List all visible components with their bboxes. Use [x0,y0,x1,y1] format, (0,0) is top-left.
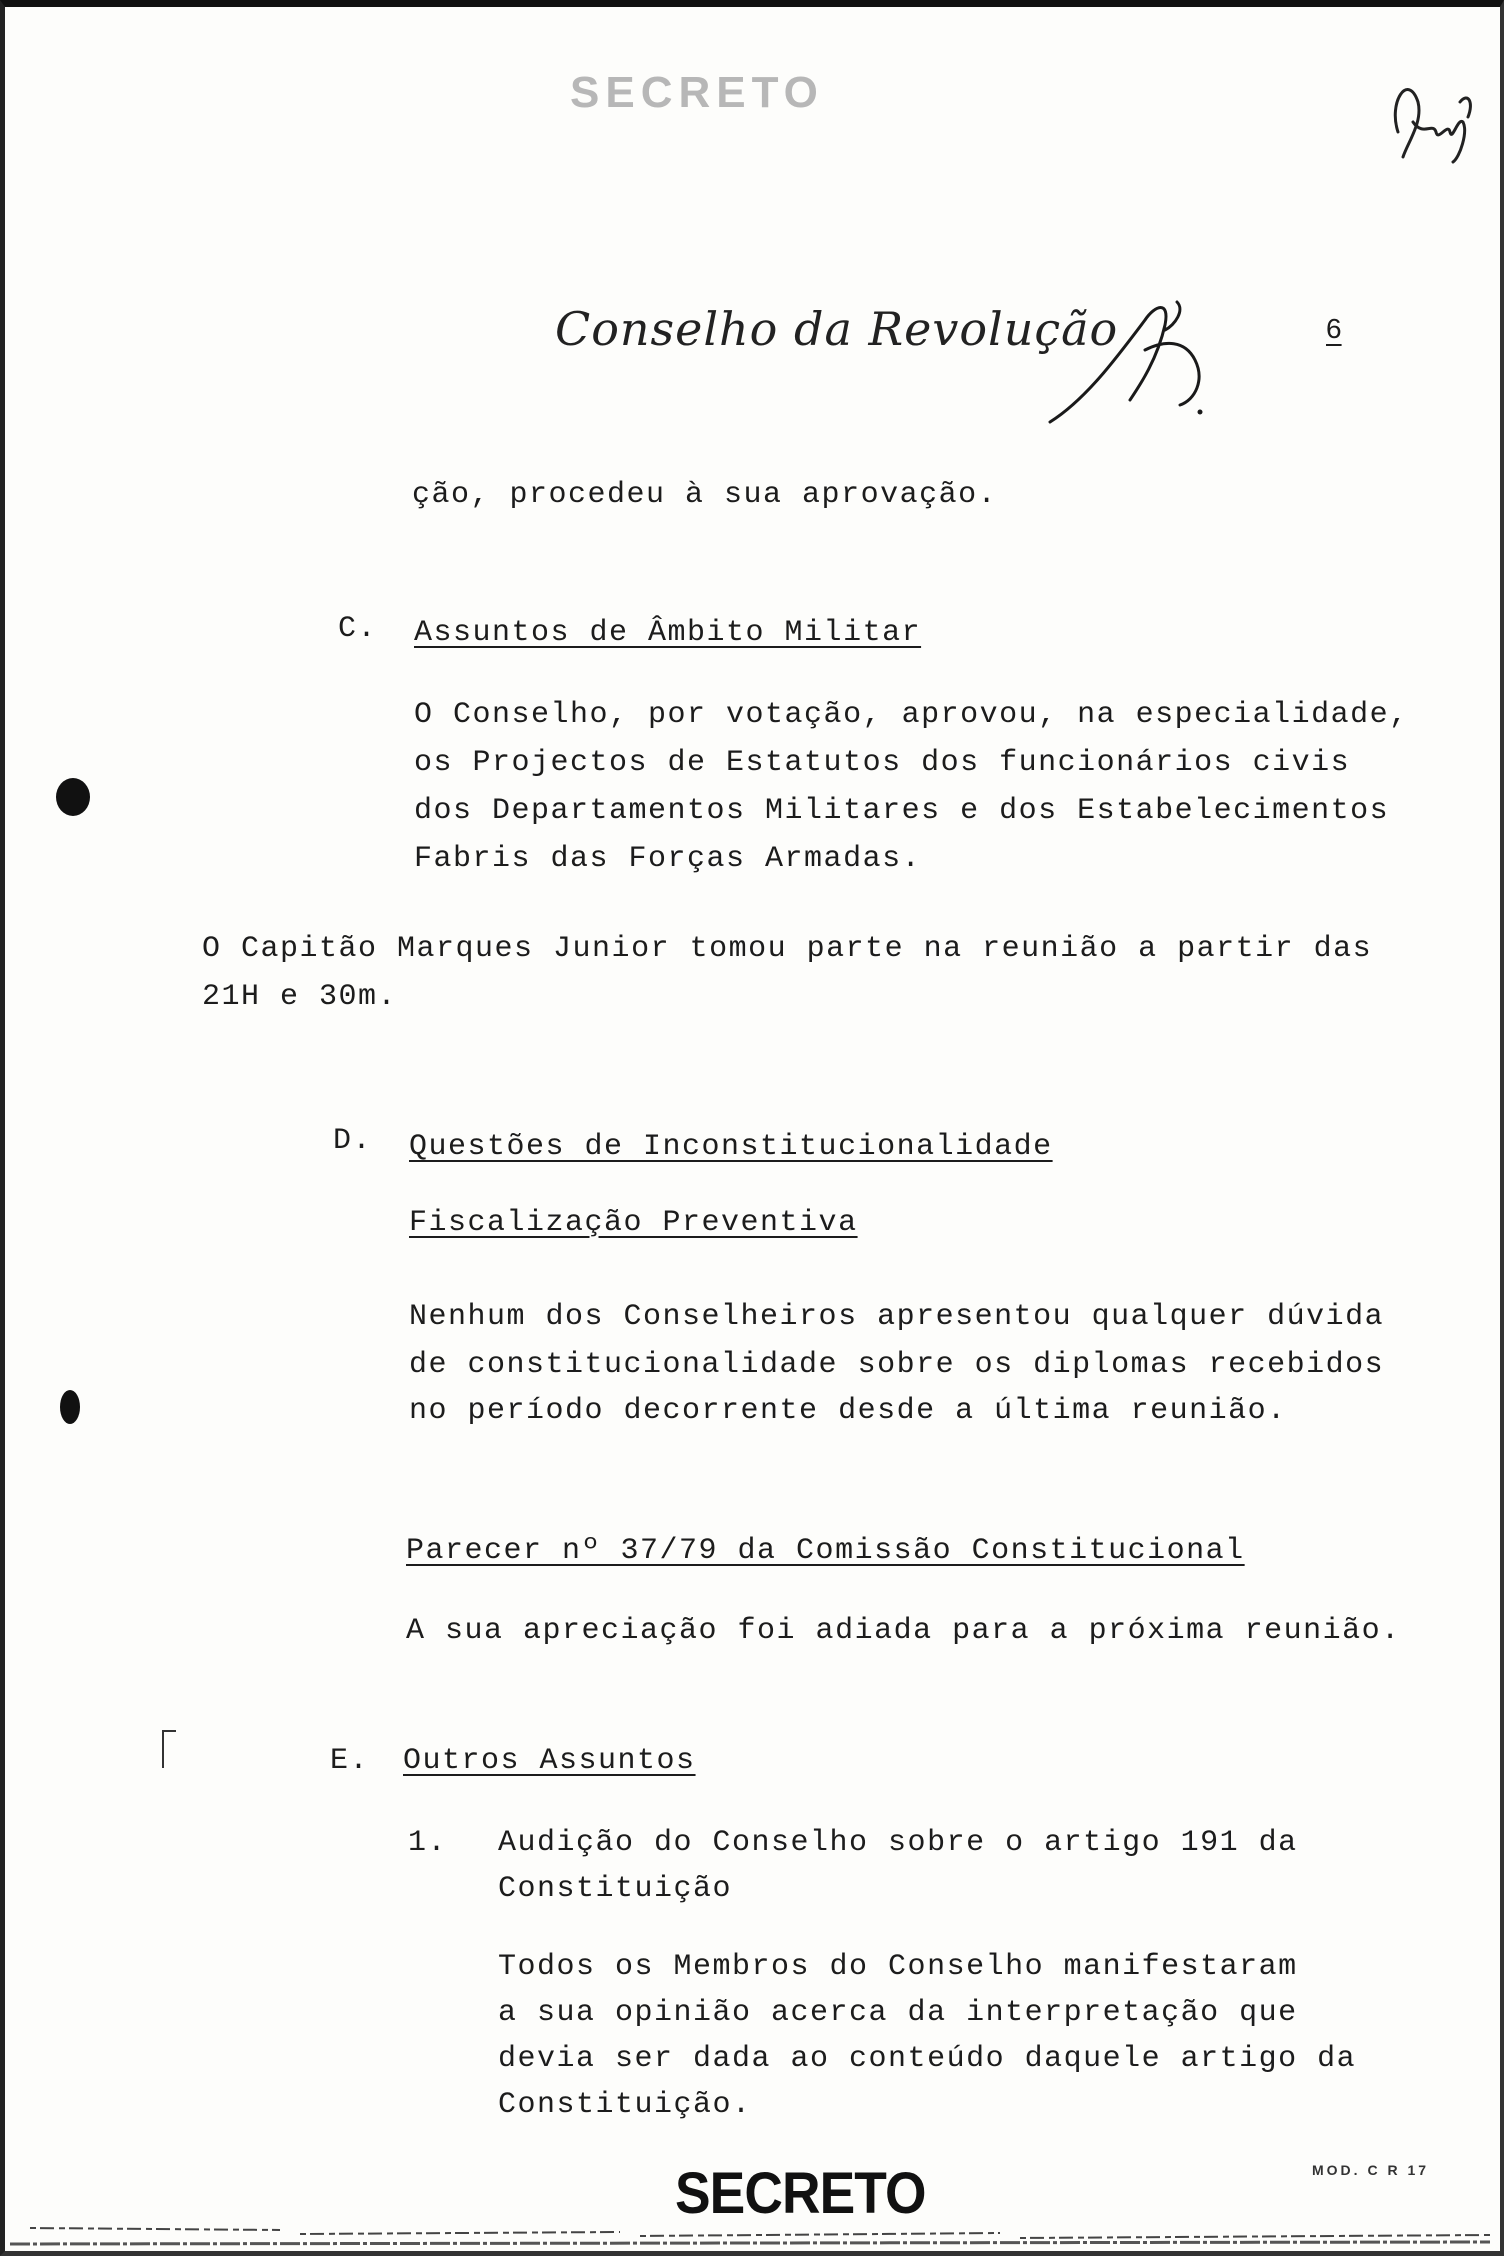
item-line-4: Constituição. [498,2088,752,2122]
handwritten-initials-top [1378,62,1478,172]
item-line-2: a sua opinião acerca da interpretação que [498,1996,1298,2030]
section-d-title: Questões de Inconstitucionalidade [409,1130,1053,1164]
secret-stamp-bottom: SECRETO [675,2161,926,2226]
punch-hole-lower [60,1390,80,1424]
preventive-line-3: no período decorrente desde a última reunião. [409,1394,1287,1428]
section-c-letter: C. [338,612,378,646]
punch-hole-upper [56,778,90,816]
attendance-note-line-2: 21H e 30m. [202,980,398,1014]
section-e-letter: E. [330,1744,370,1778]
margin-bracket-mark [162,1730,176,1768]
opinion-paragraph: A sua apreciação foi adiada para a próxima reunião. [406,1614,1401,1648]
faded-secret-stamp: SECRETO [570,68,824,117]
page-number: 6 [1326,313,1342,344]
item-number: 1. [408,1826,448,1860]
item-line-3: devia ser dada ao conteúdo daquele artigo da [498,2042,1357,2076]
subsection-opinion-title: Parecer nº 37/79 da Comissão Constitucional [406,1534,1245,1568]
form-code: MOD. C R 17 [1312,2162,1430,2178]
section-c-line-1: O Conselho, por votação, aprovou, na especialidade, [414,698,1409,732]
item-title-line-1: Audição do Conselho sobre o artigo 191 da [498,1826,1298,1860]
item-line-1: Todos os Membros do Conselho manifestaram [498,1950,1298,1984]
council-letterhead: Conselho da Revolução [555,302,1119,356]
handwritten-signature [1045,290,1225,430]
bottom-scan-noise [0,2218,1504,2252]
subsection-preventive-title: Fiscalização Preventiva [409,1206,858,1240]
section-c-line-3: dos Departamentos Militares e dos Estabelecimentos [414,794,1390,828]
section-d-letter: D. [333,1124,373,1158]
section-c-line-2: os Projectos de Estatutos dos funcionários civis [414,746,1351,780]
item-title-line-2: Constituição [498,1872,733,1906]
continuation-text: ção, procedeu à sua aprovação. [412,478,998,512]
section-e-title: Outros Assuntos [403,1744,696,1778]
preventive-line-1: Nenhum dos Conselheiros apresentou qualquer dúvida [409,1300,1385,1334]
preventive-line-2: de constitucionalidade sobre os diplomas recebidos [409,1348,1385,1382]
section-c-line-4: Fabris das Forças Armadas. [414,842,922,876]
section-c-title: Assuntos de Âmbito Militar [414,616,922,650]
attendance-note-line-1: O Capitão Marques Junior tomou parte na reunião a partir das [202,932,1373,966]
